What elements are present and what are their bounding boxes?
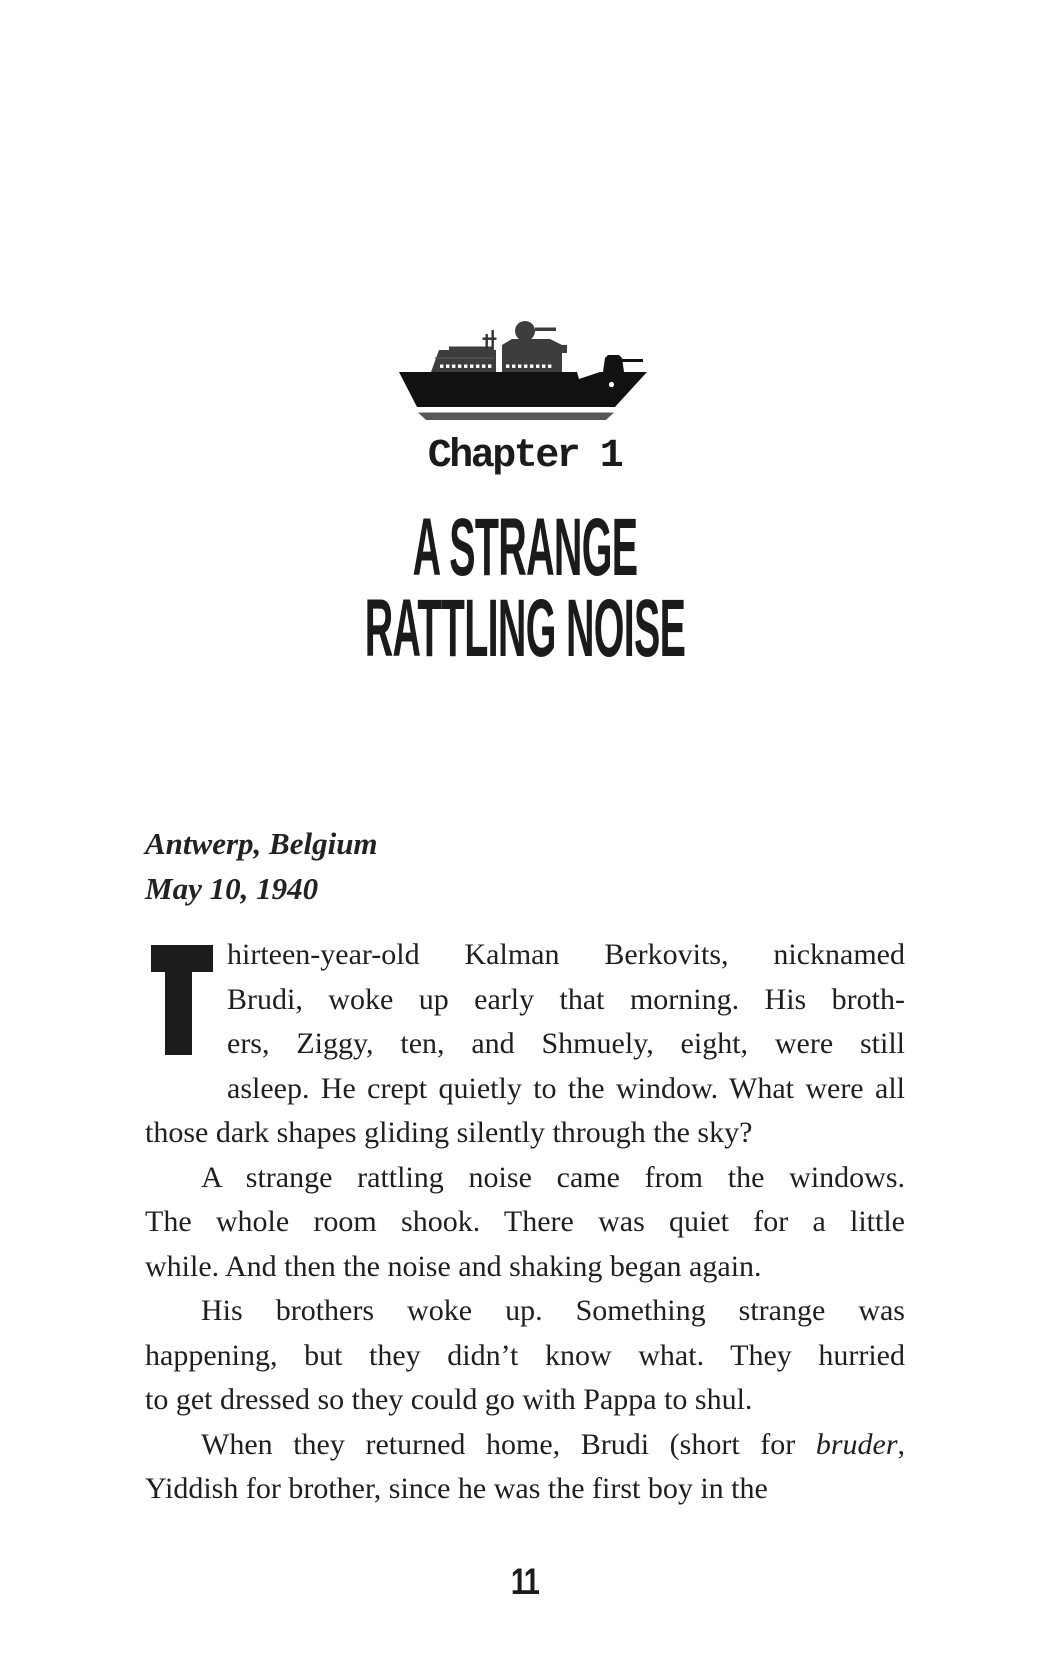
warship-illustration (399, 320, 649, 420)
body-line: happening, but they didn’t know what. They hurried (145, 1338, 905, 1372)
drop-cap-letter (145, 933, 146, 934)
chapter-label: Chapter 1 (427, 434, 622, 479)
body-line: those dark shapes gliding silently through the sky? (145, 1116, 753, 1149)
body-line-segment: , (897, 1427, 905, 1461)
body-line (145, 1423, 905, 1468)
body-line: Brudi, woke up early that morning. His broth- (227, 982, 905, 1016)
drop-cap (145, 933, 227, 1067)
ship-superstructure (431, 321, 567, 372)
body-line: ers, Ziggy, ten, and Shmuely, eight, were still (227, 1027, 905, 1060)
body-line: asleep. He crept quietly to the window. What were all (227, 1071, 905, 1105)
body-line: A strange rattling noise came from the windows. (201, 1160, 905, 1194)
dateline-location: Antwerp, Belgium (145, 826, 378, 861)
body-line: His brothers woke up. Something strange was (201, 1294, 905, 1327)
body-line-segment-italic: bruder (815, 1427, 898, 1461)
body-line-segment: When they returned home, Brudi (short for (201, 1427, 816, 1461)
body-line: Yiddish for brother, since he was the first boy in the (145, 1472, 768, 1505)
chapter-title-line-1: A STRANGE (412, 502, 637, 594)
body-line: hirteen-year-old Kalman Berkovits, nicknamed (227, 938, 905, 971)
ship-shadow-band (418, 413, 614, 421)
page-number: 11 (510, 1561, 539, 1602)
drop-cap-t-stem (165, 945, 192, 1055)
dateline (145, 822, 378, 911)
body-line: The whole room shook. There was quiet for a little (145, 1205, 905, 1238)
dateline-date: May 10, 1940 (145, 870, 319, 906)
body-text (145, 933, 905, 1512)
chapter-title-line-2: RATTLING NOISE (364, 583, 685, 675)
body-line: while. And then the noise and shaking began again. (145, 1249, 762, 1283)
body-line: to get dressed so they could go with Pappa to shul. (145, 1383, 753, 1416)
